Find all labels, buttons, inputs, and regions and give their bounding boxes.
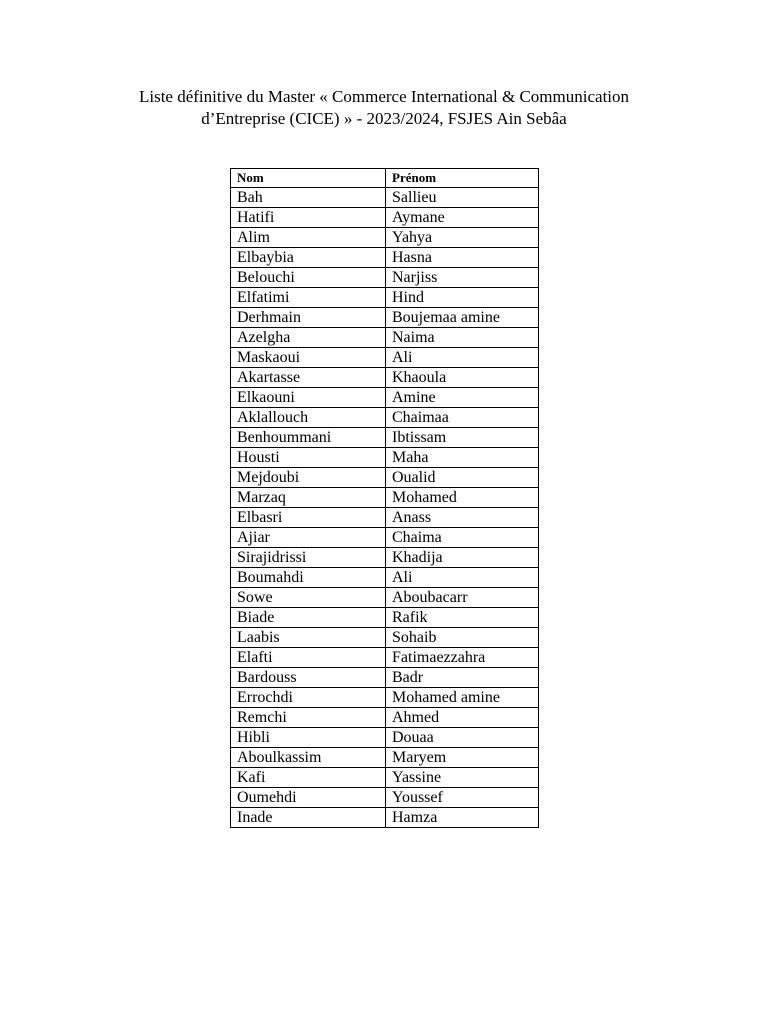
- cell-nom: Biade: [231, 608, 386, 628]
- table-row: [231, 488, 539, 508]
- cell-nom: Alim: [231, 228, 386, 248]
- student-list-table: [230, 168, 539, 828]
- cell-prenom: Ahmed: [386, 708, 539, 728]
- cell-prenom: Ali: [386, 348, 539, 368]
- cell-nom: Oumehdi: [231, 788, 386, 808]
- cell-nom: Laabis: [231, 628, 386, 648]
- table-row: [231, 708, 539, 728]
- cell-nom: Akartasse: [231, 368, 386, 388]
- table-body: [231, 188, 539, 828]
- table-row: [231, 628, 539, 648]
- table-row: [231, 308, 539, 328]
- header-prenom: Prénom: [386, 169, 539, 188]
- table-row: [231, 248, 539, 268]
- table-row: [231, 228, 539, 248]
- cell-nom: Elbasri: [231, 508, 386, 528]
- cell-prenom: Sohaib: [386, 628, 539, 648]
- cell-nom: Sowe: [231, 588, 386, 608]
- table-row: [231, 388, 539, 408]
- table-row: [231, 668, 539, 688]
- cell-nom: Marzaq: [231, 488, 386, 508]
- table-row: [231, 428, 539, 448]
- table-row: [231, 548, 539, 568]
- table-row: [231, 448, 539, 468]
- title-line-2: d’Entreprise (CICE) » - 2023/2024, FSJES Ain Sebâa: [201, 109, 567, 128]
- document-title: [0, 86, 768, 130]
- cell-prenom: Fatimaezzahra: [386, 648, 539, 668]
- cell-nom: Kafi: [231, 768, 386, 788]
- cell-prenom: Ibtissam: [386, 428, 539, 448]
- cell-nom: Aboulkassim: [231, 748, 386, 768]
- cell-prenom: Aymane: [386, 208, 539, 228]
- table-header: [231, 169, 539, 188]
- table-row: [231, 468, 539, 488]
- cell-nom: Remchi: [231, 708, 386, 728]
- cell-prenom: Ali: [386, 568, 539, 588]
- cell-nom: Boumahdi: [231, 568, 386, 588]
- cell-nom: Inade: [231, 808, 386, 828]
- cell-prenom: Aboubacarr: [386, 588, 539, 608]
- table-row: [231, 408, 539, 428]
- table-row: [231, 648, 539, 668]
- cell-prenom: Yassine: [386, 768, 539, 788]
- table-row: [231, 528, 539, 548]
- table-row: [231, 188, 539, 208]
- cell-prenom: Oualid: [386, 468, 539, 488]
- cell-prenom: Maha: [386, 448, 539, 468]
- cell-prenom: Chaimaa: [386, 408, 539, 428]
- header-nom: Nom: [231, 169, 386, 188]
- table-row: [231, 288, 539, 308]
- cell-prenom: Youssef: [386, 788, 539, 808]
- cell-nom: Elafti: [231, 648, 386, 668]
- table-row: [231, 328, 539, 348]
- cell-prenom: Mohamed: [386, 488, 539, 508]
- cell-nom: Elbaybia: [231, 248, 386, 268]
- table-row: [231, 348, 539, 368]
- cell-prenom: Hasna: [386, 248, 539, 268]
- cell-nom: Hatifi: [231, 208, 386, 228]
- cell-prenom: Amine: [386, 388, 539, 408]
- header-row: [231, 169, 539, 188]
- table-row: [231, 208, 539, 228]
- table-row: [231, 508, 539, 528]
- cell-prenom: Boujemaa amine: [386, 308, 539, 328]
- table-row: [231, 688, 539, 708]
- cell-prenom: Naima: [386, 328, 539, 348]
- cell-nom: Derhmain: [231, 308, 386, 328]
- title-line-1: Liste définitive du Master « Commerce International & Communication: [138, 87, 630, 106]
- cell-prenom: Khaoula: [386, 368, 539, 388]
- cell-prenom: Hamza: [386, 808, 539, 828]
- cell-prenom: Sallieu: [386, 188, 539, 208]
- cell-nom: Housti: [231, 448, 386, 468]
- table-row: [231, 268, 539, 288]
- cell-prenom: Maryem: [386, 748, 539, 768]
- cell-prenom: Hind: [386, 288, 539, 308]
- cell-nom: Sirajidrissi: [231, 548, 386, 568]
- table-row: [231, 788, 539, 808]
- cell-nom: Bah: [231, 188, 386, 208]
- cell-nom: Mejdoubi: [231, 468, 386, 488]
- cell-prenom: Badr: [386, 668, 539, 688]
- cell-prenom: Rafik: [386, 608, 539, 628]
- cell-nom: Belouchi: [231, 268, 386, 288]
- cell-prenom: Chaima: [386, 528, 539, 548]
- cell-nom: Azelgha: [231, 328, 386, 348]
- cell-nom: Aklallouch: [231, 408, 386, 428]
- cell-nom: Elkaouni: [231, 388, 386, 408]
- table-row: [231, 808, 539, 828]
- cell-nom: Benhoummani: [231, 428, 386, 448]
- table-row: [231, 608, 539, 628]
- table-row: [231, 568, 539, 588]
- cell-nom: Hibli: [231, 728, 386, 748]
- cell-prenom: Yahya: [386, 228, 539, 248]
- cell-prenom: Anass: [386, 508, 539, 528]
- cell-nom: Maskaoui: [231, 348, 386, 368]
- cell-nom: Ajiar: [231, 528, 386, 548]
- table-row: [231, 728, 539, 748]
- table-row: [231, 748, 539, 768]
- cell-prenom: Narjiss: [386, 268, 539, 288]
- table-row: [231, 588, 539, 608]
- cell-nom: Elfatimi: [231, 288, 386, 308]
- cell-nom: Errochdi: [231, 688, 386, 708]
- cell-prenom: Douaa: [386, 728, 539, 748]
- cell-nom: Bardouss: [231, 668, 386, 688]
- table-row: [231, 768, 539, 788]
- cell-prenom: Mohamed amine: [386, 688, 539, 708]
- cell-prenom: Khadija: [386, 548, 539, 568]
- table-row: [231, 368, 539, 388]
